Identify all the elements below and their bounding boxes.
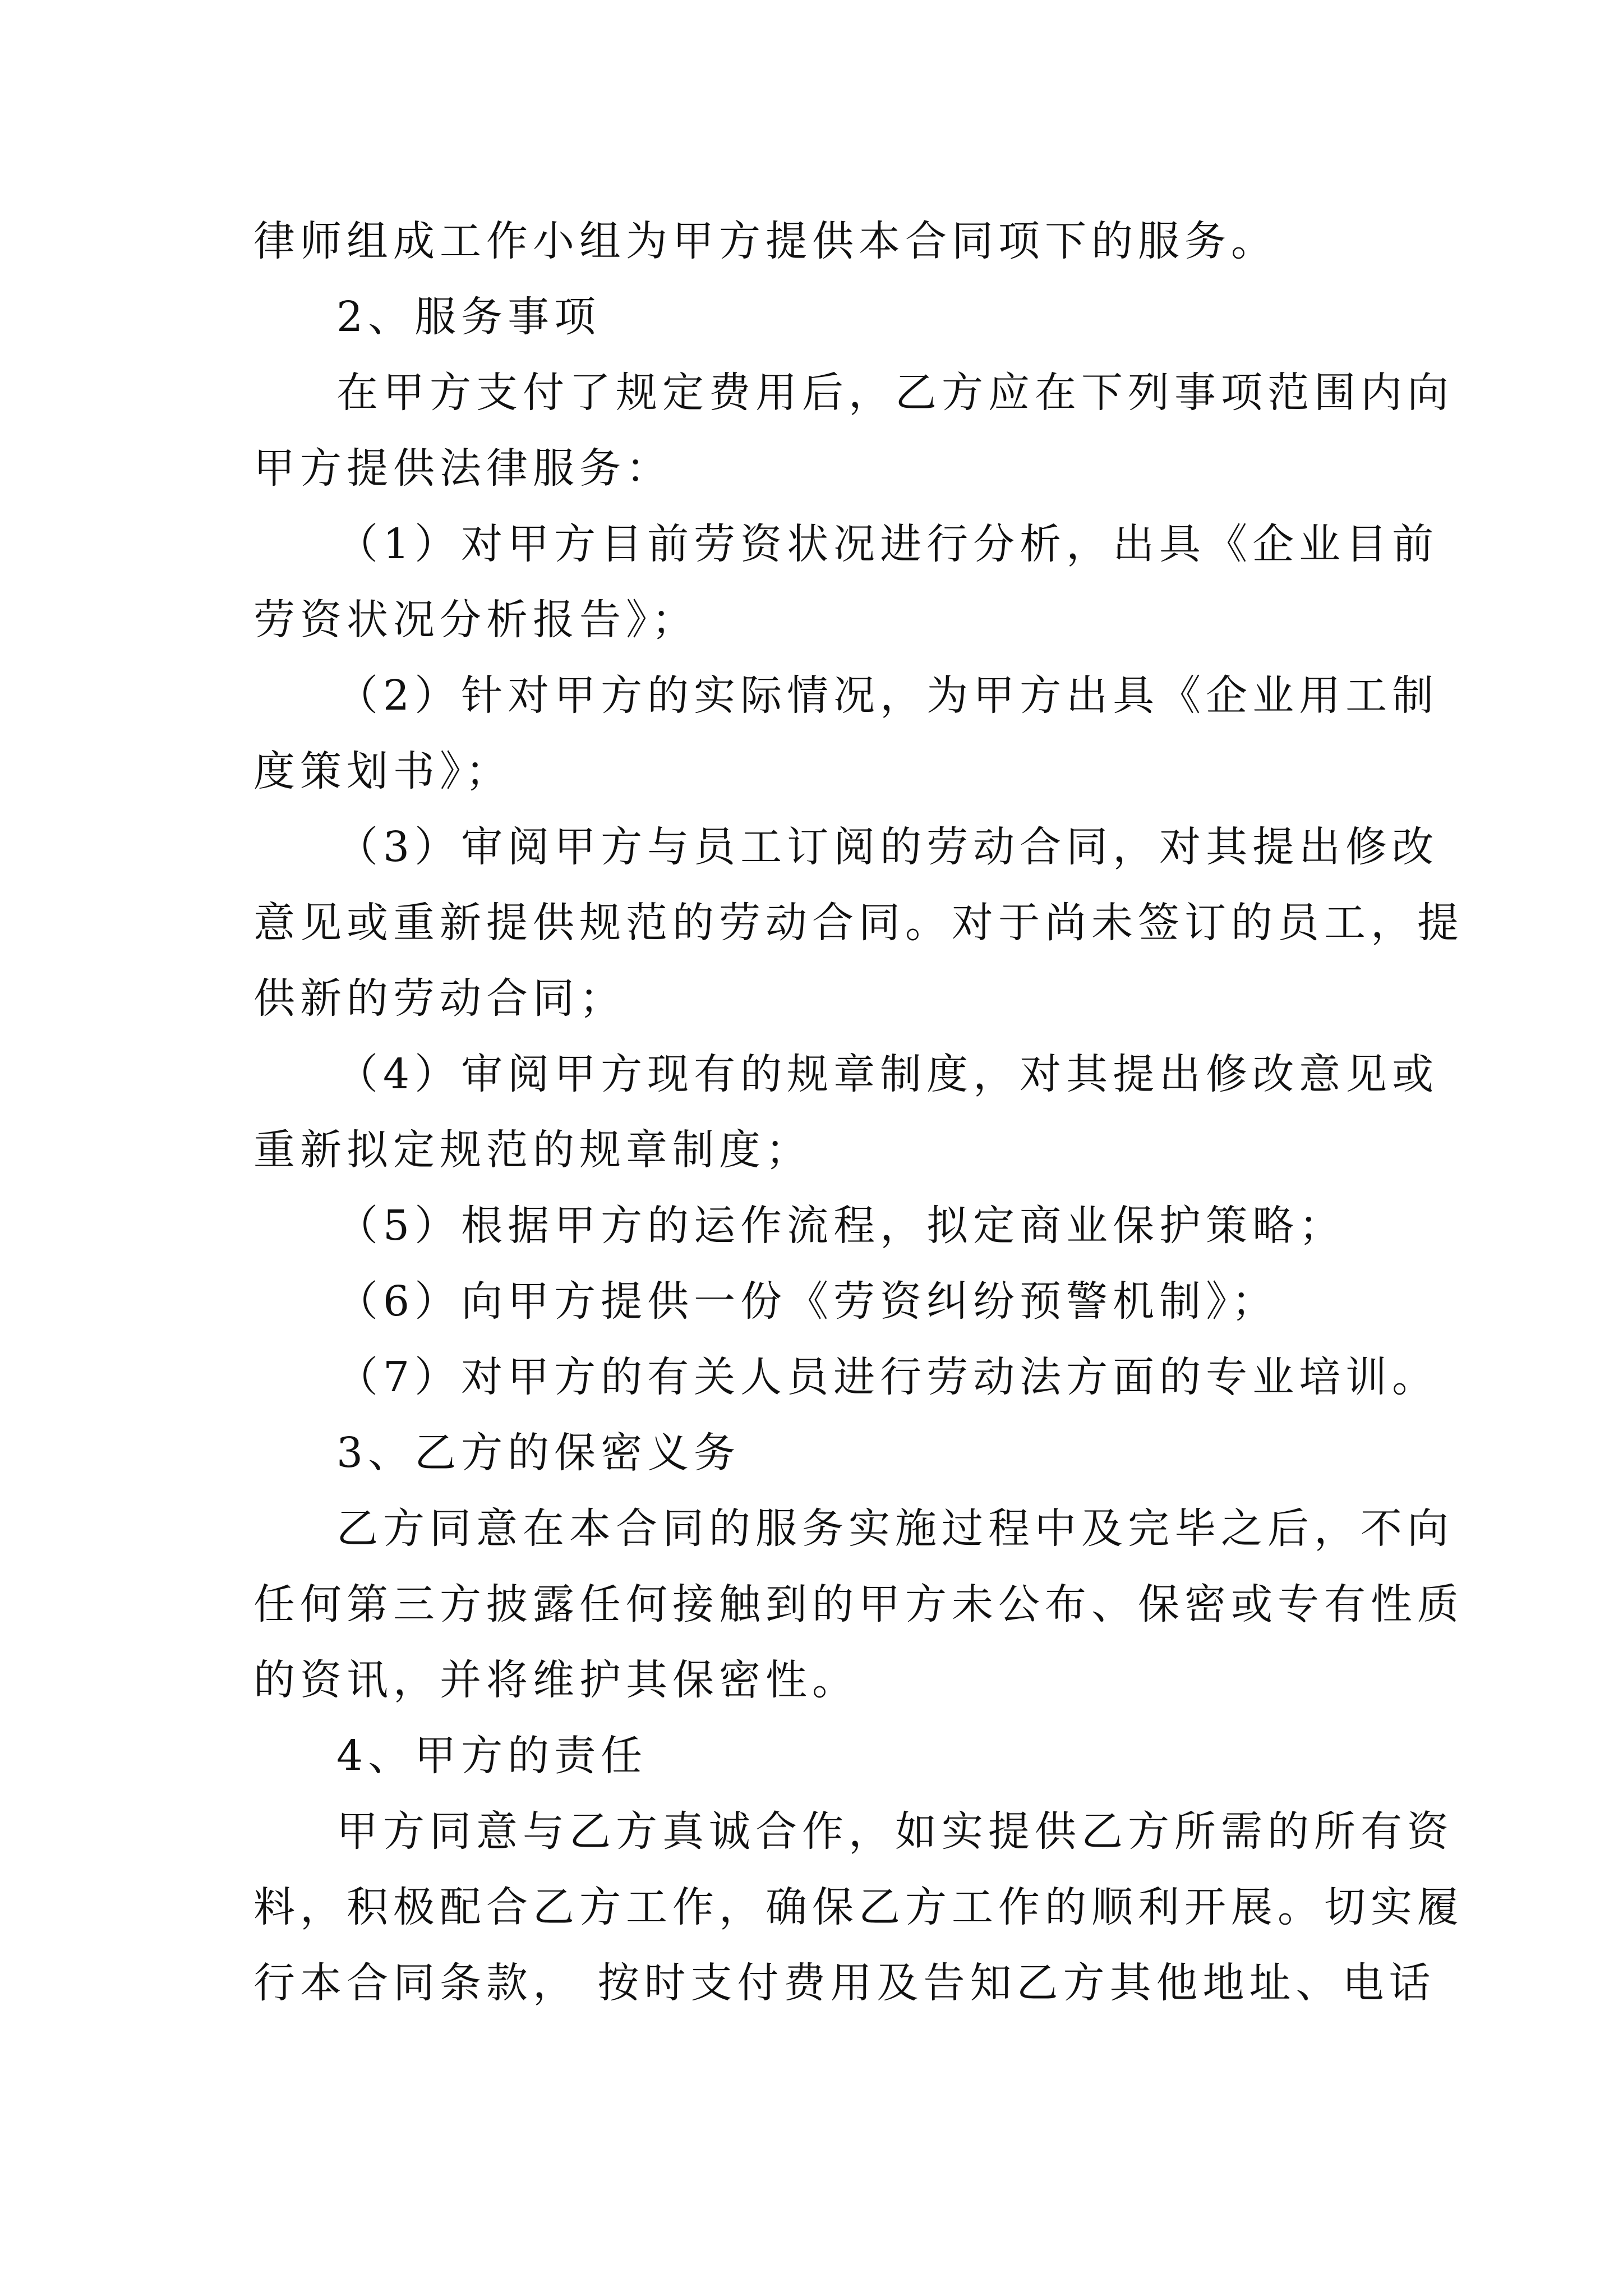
list-item-line: （1）对甲方目前劳资状况进行分析，出具《企业目前 bbox=[336, 520, 1439, 568]
list-item-line: 重新拟定规范的规章制度； bbox=[253, 1126, 812, 1174]
list-item-line: 供新的劳动合同； bbox=[253, 974, 626, 1023]
paragraph-line: 甲方提供法律服务： bbox=[253, 444, 672, 493]
paragraph-line: 的资讯，并将维护其保密性。 bbox=[253, 1656, 859, 1704]
list-item-line: （7）对甲方的有关人员进行劳动法方面的专业培训。 bbox=[336, 1353, 1439, 1401]
paragraph-line: 甲方同意与乙方真诚合作，如实提供乙方所需的所有资 bbox=[336, 1807, 1454, 1856]
list-item-line: （3）审阅甲方与员工订阅的劳动合同，对其提出修改 bbox=[336, 823, 1439, 871]
paragraph-line: 料，积极配合乙方工作，确保乙方工作的顺利开展。切实履 bbox=[253, 1883, 1464, 1931]
list-item-line: （2）针对甲方的实际情况，为甲方出具《企业用工制 bbox=[336, 671, 1439, 720]
list-item-line: （4）审阅甲方现有的规章制度，对其提出修改意见或 bbox=[336, 1050, 1439, 1098]
paragraph-line: 任何第三方披露任何接触到的甲方未公布、保密或专有性质 bbox=[253, 1580, 1464, 1628]
list-item-line: （5）根据甲方的运作流程，拟定商业保护策略； bbox=[336, 1202, 1346, 1250]
section-heading-service-items: 2、服务事项 bbox=[336, 293, 601, 341]
paragraph-line: 行本合同条款， 按时支付费用及告知乙方其他地址、电话 bbox=[253, 1959, 1436, 2007]
list-item-line: 劳资状况分析报告》； bbox=[253, 596, 698, 644]
section-heading-confidentiality: 3、乙方的保密义务 bbox=[336, 1429, 741, 1477]
list-item-line: 度策划书》； bbox=[253, 747, 512, 795]
paragraph-line: 律师组成工作小组为甲方提供本合同项下的服务。 bbox=[253, 217, 1278, 265]
list-item-line: （6）向甲方提供一份《劳资纠纷预警机制》； bbox=[336, 1277, 1279, 1326]
section-heading-party-a-responsibility: 4、甲方的责任 bbox=[336, 1732, 648, 1780]
list-item-line: 意见或重新提供规范的劳动合同。对于尚未签订的员工，提 bbox=[253, 899, 1464, 947]
paragraph-line: 乙方同意在本合同的服务实施过程中及完毕之后，不向 bbox=[336, 1504, 1454, 1553]
paragraph-line: 在甲方支付了规定费用后，乙方应在下列事项范围内向 bbox=[336, 369, 1454, 417]
